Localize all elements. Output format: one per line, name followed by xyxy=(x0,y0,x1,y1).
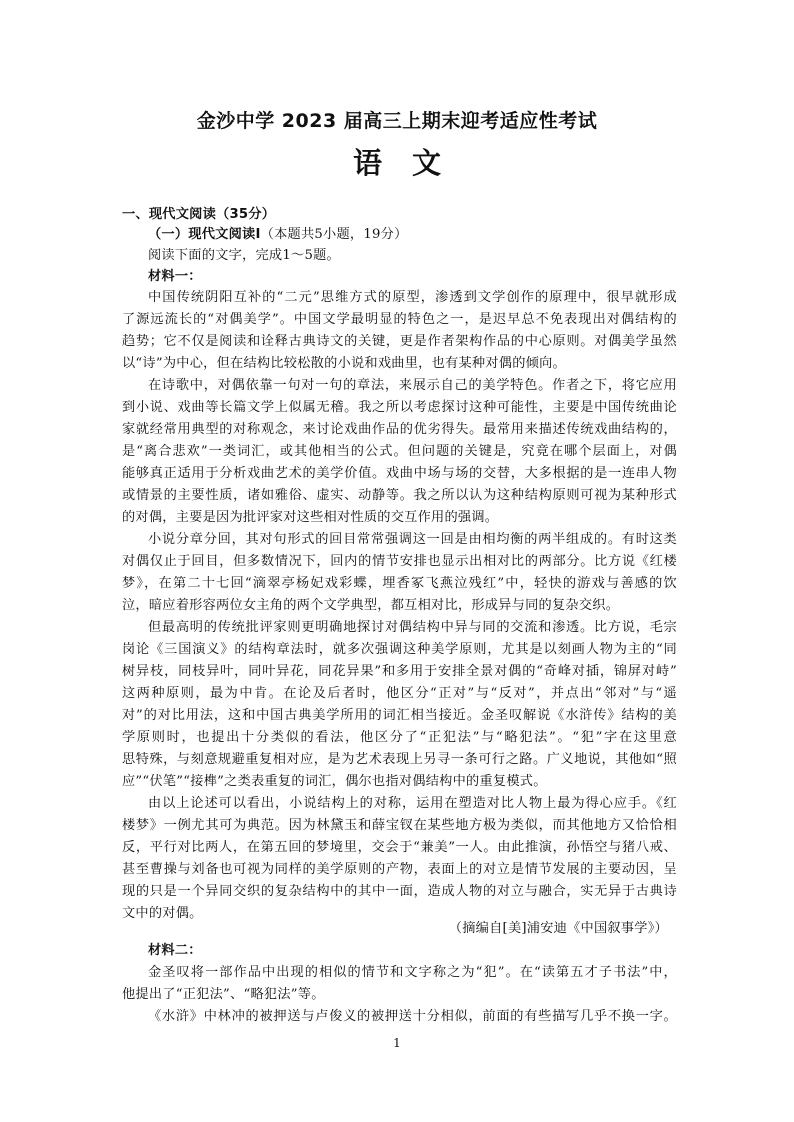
material-1-line: 在诗歌中，对偶依靠一句对一句的章法，来展示自己的美学特色。作者之下，将它应用 xyxy=(148,378,677,393)
material-2-line: 《水浒》中林冲的被押送与卢俊义的被押送十分相似，前面的有些描写几乎不换一字。 xyxy=(148,1009,677,1024)
material-1-source: （摘编自[美]浦安迪《中国叙事学》） xyxy=(448,921,668,936)
sub-heading-detail: （本题共5小题，19分） xyxy=(260,227,408,242)
material-1-line: 对偶仅止于回目，但多数情况下，回内的情节安排也显示出相对比的两部分。比方说《红楼 xyxy=(122,554,677,569)
material-1-line: 楼梦》一例尤其可为典范。因为林黛玉和薛宝钗在某些地方极为类似，而其他地方又恰恰相 xyxy=(122,818,677,833)
material-2-line: 他提出了“正犯法”、“略犯法”等。 xyxy=(122,987,325,1002)
material-1-line: 甚至曹操与刘备也可视为同样的美学原则的产物，表面上的对立是情节发展的主要动因，呈 xyxy=(122,862,677,877)
material-1-line: 树异枝，同枝异叶，同叶异花，同花异果”和多用于安排全景对偶的“奇峰对插，锦屏对峙” xyxy=(122,664,677,679)
sub-heading-label: （一）现代文阅读Ⅰ xyxy=(148,227,261,242)
material-2-line: 金圣叹将一部作品中出现的相似的情节和文字称之为“犯”。在“读第五才子书法”中， xyxy=(148,965,677,980)
material-1-line: 是“离合悲欢”一类词汇，或其他相当的公式。但问题的关键是，究竟在哪个层面上，对偶 xyxy=(122,444,677,459)
material-1-line: 但最高明的传统批评家则更明确地探讨对偶结构中异与同的交流和渗透。比方说，毛宗 xyxy=(148,620,677,635)
material-1-line: 的对偶，主要是因为批评家对这些相对性质的交互作用的强调。 xyxy=(122,510,499,525)
material-1-line: 趋势；它不仅是阅读和诠释古典诗文的关键，更是作者架构作品的中心原则。对偶美学虽然 xyxy=(122,334,677,349)
material-1-line: 或情景的主要性质，诸如雅俗、虚实、动静等。我之所以认为这种结构原则可视为某种形式 xyxy=(122,488,677,503)
sub-heading xyxy=(148,228,408,241)
material-1-line: 由以上论述可以看出，小说结构上的对称，运用在塑造对比人物上最为得心应手。《红 xyxy=(148,796,677,811)
material-1-line: 小说分章分回，其对句形式的回目常常强调这一回是由相均衡的两半组成的。有时这类 xyxy=(148,532,677,547)
material-1-line: 反，平行对比两人，在第五回的梦境里，交会于“兼美”一人。由此推演，孙悟空与猪八戒、 xyxy=(122,840,677,855)
material-1-line: 了源远流长的“对偶美学”。中国文学最明显的特色之一，是迟早总不免表现出对偶结构的 xyxy=(122,312,677,327)
exam-title: 金沙中学 2023 届高三上期末迎考适应性考试 xyxy=(196,110,598,132)
material-1-line: 梦》，在第二十七回“滴翠亭杨妃戏彩蝶，埋香冢飞燕泣残红”中，轻快的游戏与善感的饮 xyxy=(122,576,677,591)
page-number: 1 xyxy=(393,1036,401,1050)
section-heading: 一、现代文阅读（35分） xyxy=(122,207,276,222)
material-1-line: 思特殊，与刻意规避重复相对应，是为艺术表现上另寻一条可行之路。广义地说，其他如“照 xyxy=(122,752,677,767)
material-1-line: 学原则时，也提出十分类似的看法，他区分了“正犯法”与“略犯法”。“犯”字在这里意 xyxy=(122,730,677,745)
material-1-line: 应”“伏笔”“接榫”之类表重复的词汇，偶尔也指对偶结构中的重复模式。 xyxy=(122,774,547,789)
material-1-line: 泣，暗应着形容两位女主角的两个文学典型，都互相对比，形成异与同的复杂交织。 xyxy=(122,598,620,613)
material-1-line: 文中的对偶。 xyxy=(122,906,203,921)
material-1-line: 现的只是一个异同交织的复杂结构中的其中一面，造成人物的对立与融合，实无异于古典诗 xyxy=(122,884,677,899)
material-2-label: 材料二： xyxy=(148,943,202,958)
instruction: 阅读下面的文字，完成1～5题。 xyxy=(148,248,340,263)
material-1-line: 中国传统阴阳互补的“二元”思维方式的原型，渗透到文学创作的原理中，很早就形成 xyxy=(148,290,677,305)
material-1-line: 岗论《三国演义》的结构章法时，就多次强调这种美学原则，尤其是以刻画人物为主的“同 xyxy=(122,642,677,657)
material-1-line: 这两种原则，最为中肯。在论及后者时，他区分“正对”与“反对”，并点出“邻对”与“遥 xyxy=(122,686,677,701)
material-1-line: 对”的对比用法，这和中国古典美学所用的词汇相当接近。金圣叹解说《水浒传》结构的美 xyxy=(122,708,677,723)
material-1-line: 家就经常用典型的对称观念，来讨论戏曲作品的优劣得失。最常用来描述传统戏曲结构的， xyxy=(122,422,677,437)
material-1-line: 能够真正适用于分析戏曲艺术的美学价值。戏曲中场与场的交替，大多根据的是一连串人物 xyxy=(122,466,677,481)
material-1-line: 到小说、戏曲等长篇文学上似属无稽。我之所以考虑探讨这种可能性，主要是中国传统曲论 xyxy=(122,400,677,415)
material-1-line: 以“诗”为中心，但在结构比较松散的小说和戏曲里，也有某种对偶的倾向。 xyxy=(122,356,566,371)
material-1-label: 材料一： xyxy=(148,269,202,284)
subject-title: 语文 xyxy=(352,146,471,180)
